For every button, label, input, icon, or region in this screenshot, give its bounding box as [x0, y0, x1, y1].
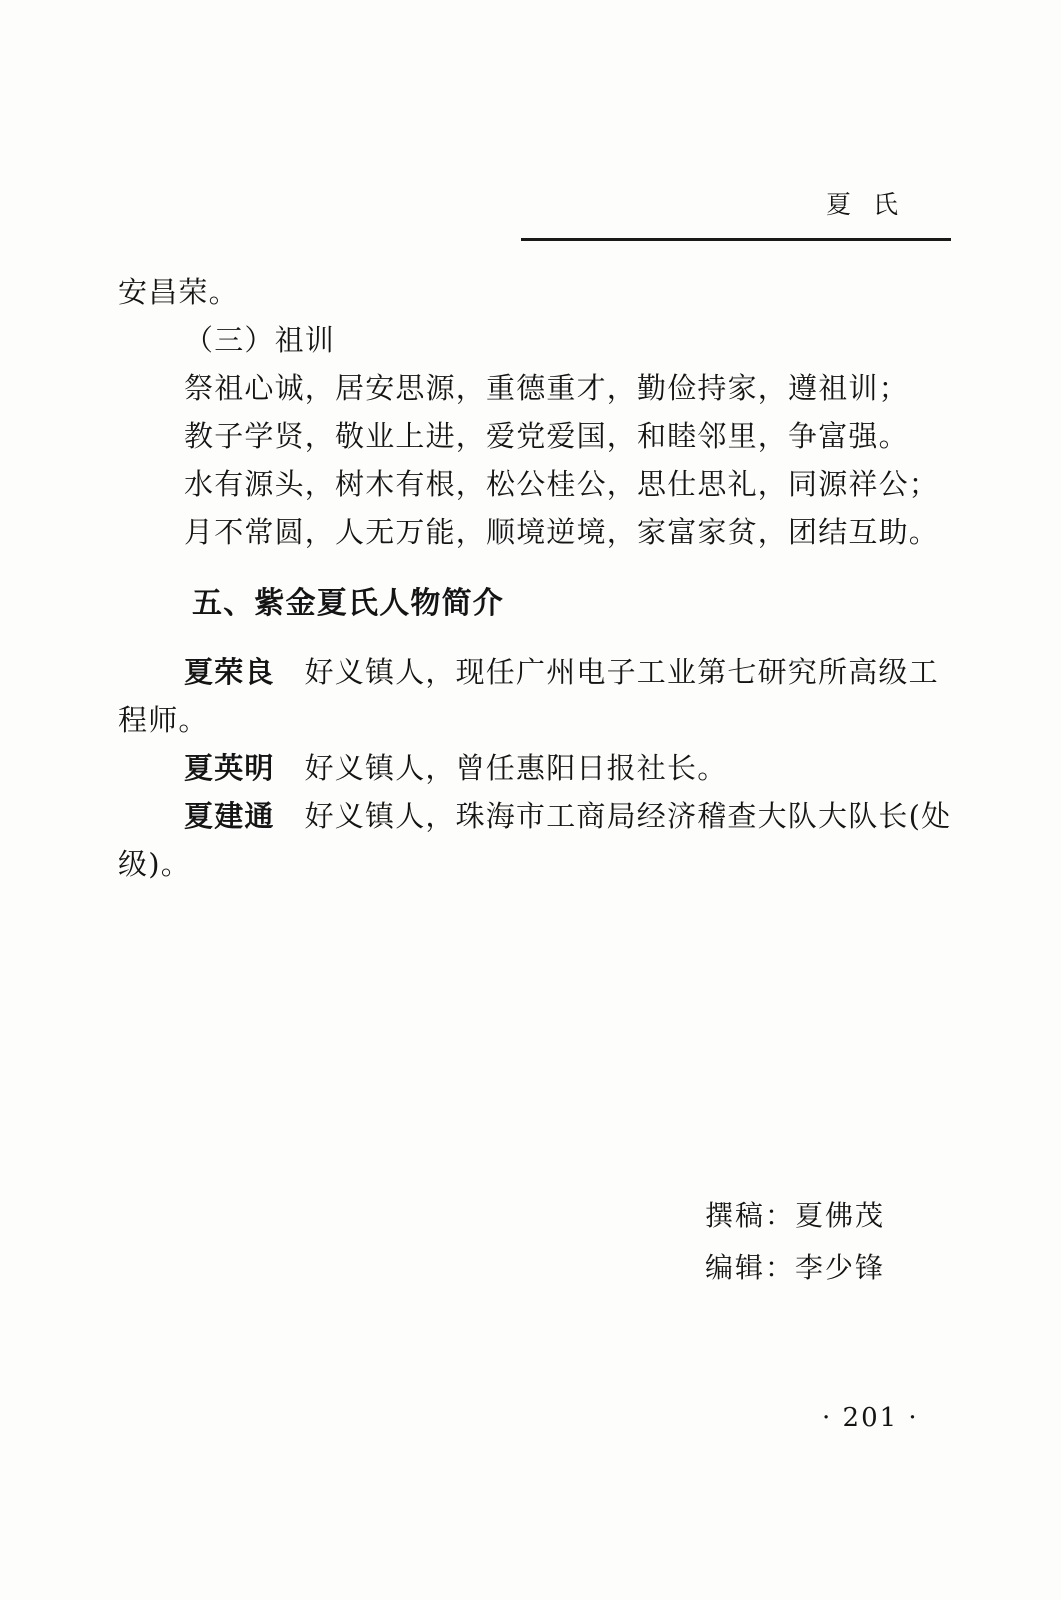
header-rule: [521, 238, 951, 241]
person-description: 好义镇人，珠海市工商局经济稽查大队大队长(处级)。: [118, 799, 952, 881]
editor-credit: 编辑：李少锋: [705, 1251, 886, 1284]
person-entry: [118, 648, 958, 744]
motto-line: 祭祖心诚，居安思源，重德重才，勤俭持家，遵祖训；: [184, 371, 909, 405]
motto-line: 水有源头，树木有根，松公桂公，思仕思礼，同源祥公；: [184, 467, 940, 501]
running-head: 夏氏: [826, 190, 921, 219]
body-text: [118, 268, 958, 888]
credits: [705, 1190, 885, 1294]
person-description: 好义镇人，现任广州电子工业第七研究所高级工程师。: [118, 655, 939, 737]
author-credit: 撰稿：夏佛茂: [705, 1199, 886, 1232]
person-description: 好义镇人，曾任惠阳日报社长。: [304, 751, 728, 785]
motto-line: 月不常圆，人无万能，顺境逆境，家富家贫，团结互助。: [184, 515, 940, 549]
continuation-line: 安昌荣。: [118, 275, 239, 309]
motto-line: 教子学贤，敬业上进，爱党爱国，和睦邻里，争富强。: [184, 419, 909, 453]
page-number: · 201 ·: [822, 1403, 919, 1433]
person-name: 夏荣良: [184, 655, 275, 689]
subsection-title: （三）祖训: [184, 323, 336, 357]
person-entry: [118, 744, 958, 792]
person-name: 夏英明: [184, 751, 275, 785]
section-title: 五、紫金夏氏人物简介: [192, 586, 504, 621]
person-entry: [118, 792, 958, 888]
person-name: 夏建通: [184, 799, 275, 833]
